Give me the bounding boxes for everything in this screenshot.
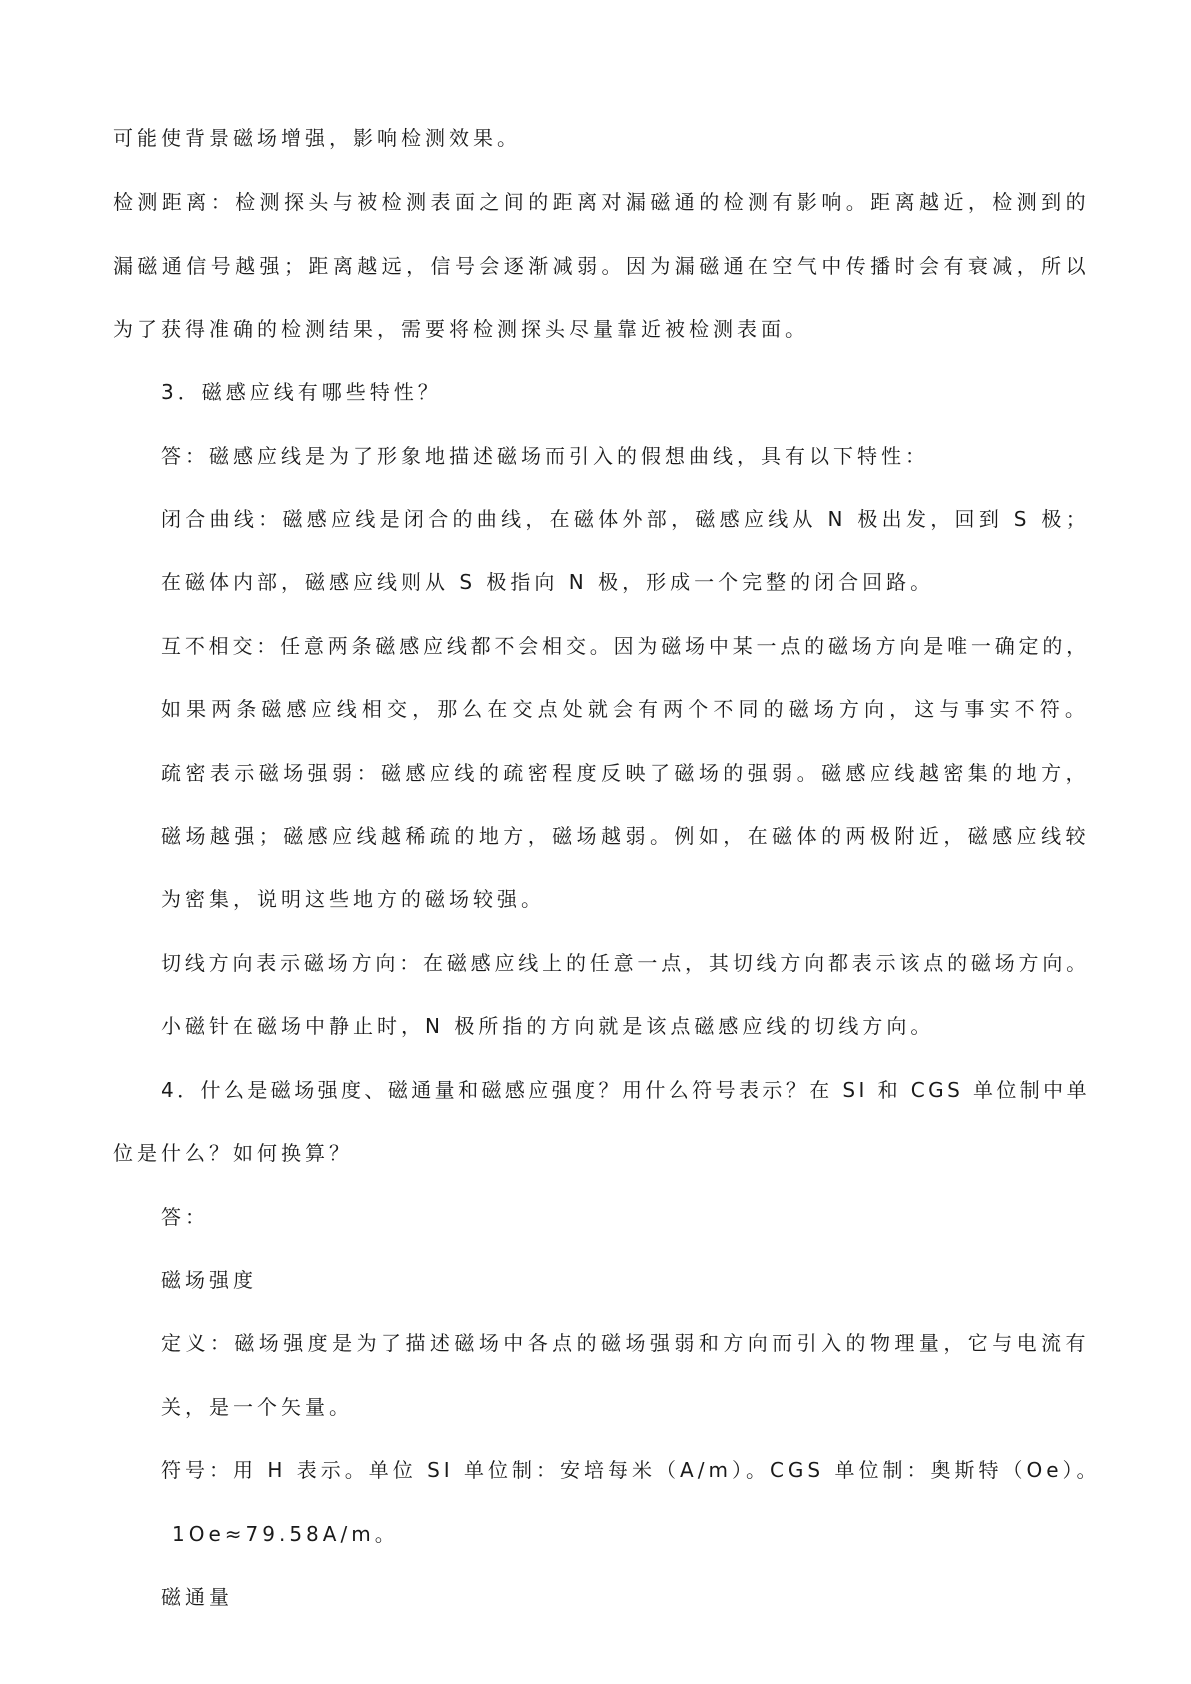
text-line: 如果两条磁感应线相交，那么在交点处就会有两个不同的磁场方向，这与事实不符。 [161, 697, 1090, 721]
section-heading: 磁通量 [161, 1585, 233, 1609]
text-line: 为了获得准确的检测结果，需要将检测探头尽量靠近被检测表面。 [113, 317, 809, 341]
text-line: 关，是一个矢量。 [161, 1395, 353, 1419]
text-line: 疏密表示磁场强弱：磁感应线的疏密程度反映了磁场的强弱。磁感应线越密集的地方， [161, 761, 1090, 785]
text-line: 为密集，说明这些地方的磁场较强。 [161, 887, 545, 911]
text-line: 闭合曲线：磁感应线是闭合的曲线，在磁体外部，磁感应线从 N 极出发，回到 S 极； [161, 507, 1090, 531]
text-line: 互不相交：任意两条磁感应线都不会相交。因为磁场中某一点的磁场方向是唯一确定的， [161, 634, 1090, 658]
text-line: 符号：用 H 表示。单位 SI 单位制：安培每米（A/m）。CGS 单位制：奥斯特（Oe）。 [161, 1458, 1101, 1482]
text-line: 漏磁通信号越强；距离越远，信号会逐渐减弱。因为漏磁通在空气中传播时会有衰减，所以 [113, 254, 1090, 278]
text-line: 小磁针在磁场中静止时，N 极所指的方向就是该点磁感应线的切线方向。 [161, 1014, 935, 1038]
section-heading: 磁场强度 [161, 1268, 257, 1292]
question-heading: 4．什么是磁场强度、磁通量和磁感应强度？用什么符号表示？在 SI 和 CGS 单位制中单 [161, 1078, 1090, 1102]
text-line: 1Oe≈79.58A/m。 [172, 1522, 399, 1546]
text-line: 磁场越强；磁感应线越稀疏的地方，磁场越弱。例如，在磁体的两极附近，磁感应线较 [161, 824, 1090, 848]
answer-label: 答： [161, 1205, 209, 1229]
question-heading: 3．磁感应线有哪些特性？ [161, 380, 442, 404]
text-line: 答：磁感应线是为了形象地描述磁场而引入的假想曲线，具有以下特性： [161, 444, 929, 468]
text-line: 在磁体内部，磁感应线则从 S 极指向 N 极，形成一个完整的闭合回路。 [161, 570, 935, 594]
text-line: 切线方向表示磁场方向：在磁感应线上的任意一点，其切线方向都表示该点的磁场方向。 [161, 951, 1090, 975]
text-line: 定义：磁场强度是为了描述磁场中各点的磁场强弱和方向而引入的物理量，它与电流有 [161, 1331, 1090, 1355]
text-line: 位是什么？如何换算？ [113, 1141, 353, 1165]
text-line: 检测距离：检测探头与被检测表面之间的距离对漏磁通的检测有影响。距离越近，检测到的 [113, 190, 1090, 214]
text-line: 可能使背景磁场增强，影响检测效果。 [113, 126, 521, 150]
